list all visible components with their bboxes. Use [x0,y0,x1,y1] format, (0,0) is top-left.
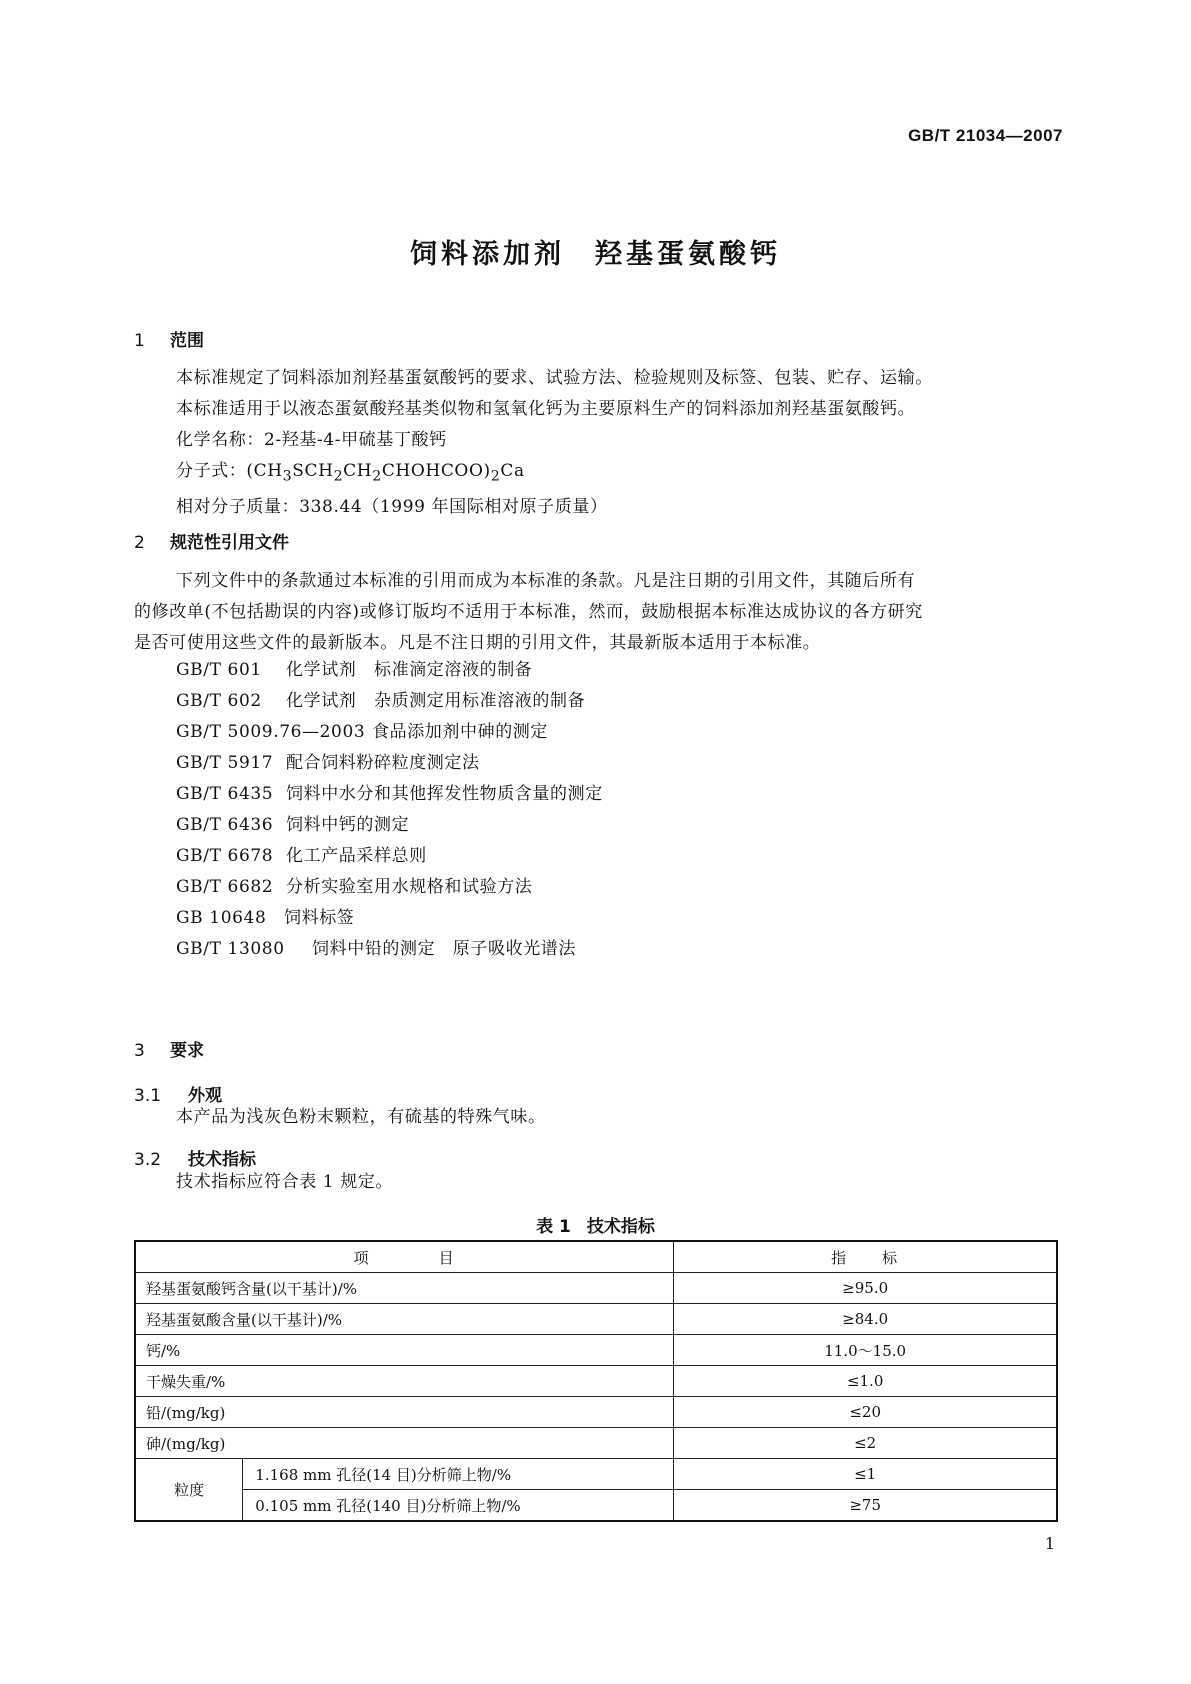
page-number: 1 [1044,1534,1055,1553]
table-caption [0,1212,1191,1237]
document-title [0,232,1191,271]
section-number: 3.1 [134,1086,162,1106]
reference-title: 饲料中铅的测定 原子吸收光谱法 [312,939,576,959]
reference-title: 分析实验室用水规格和试验方法 [286,877,533,897]
chemical-name: 化学名称：2-羟基-4-甲硫基丁酸钙 [176,430,447,450]
table-header-row [135,1241,1057,1273]
table-row [135,1273,1057,1304]
row-item: 钙/% [135,1335,674,1366]
reference-title: 饲料中水分和其他挥发性物质含量的测定 [286,784,603,804]
row-item: 砷/(mg/kg) [135,1428,674,1459]
table-row [135,1428,1057,1459]
row-item: 铅/(mg/kg) [135,1397,674,1428]
row-item: 1.168 mm 孔径(14 目)分析筛上物/% [243,1459,674,1490]
header-value: 指 标 [674,1241,1057,1273]
technical-index-table [134,1240,1058,1522]
molecular-formula [176,456,933,492]
reference-title: 化学试剂 标准滴定溶液的制备 [286,660,533,680]
row-value: ≤1 [674,1459,1057,1490]
header-item: 项 目 [135,1241,674,1273]
table-caption-title: 技术指标 [586,1217,655,1237]
section-title: 技术指标 [188,1150,256,1170]
appearance-text: 本产品为浅灰色粉末颗粒，有硫基的特殊气味。 [176,1107,546,1127]
reference-item [176,686,603,717]
reference-code: GB/T 5009.76—2003 [176,722,366,742]
section-title: 范围 [170,331,204,351]
formula-subscript: 2 [372,468,382,485]
formula-subscript: 2 [490,468,501,485]
reference-code: GB/T 6678 [176,846,274,866]
section-number: 2 [134,533,145,553]
row-value: ≤1.0 [674,1366,1057,1397]
scope-line-2: 本标准适用于以液态蛋氨酸羟基类似物和氢氧化钙为主要原料生产的饲料添加剂羟基蛋氨酸钙。 [176,399,916,419]
reference-code: GB/T 6435 [176,784,274,804]
reference-title: 配合饲料粉碎粒度测定法 [286,753,480,773]
title-part-1: 饲料添加剂 [410,239,565,270]
reference-title: 饲料中钙的测定 [286,815,410,835]
section-3-heading [134,1036,204,1061]
reference-item [176,934,603,965]
intro-line-3: 是否可使用这些文件的最新版本。凡是不注日期的引用文件，其最新版本适用于本标准。 [134,633,821,653]
formula-part: SCH [292,461,334,481]
reference-code: GB/T 5917 [176,753,274,773]
row-value: 11.0～15.0 [674,1335,1057,1366]
reference-title: 化工产品采样总则 [286,846,427,866]
intro-line-1: 下列文件中的条款通过本标准的引用而成为本标准的条款。凡是注日期的引用文件，其随后所有 [176,571,916,591]
reference-code: GB 10648 [176,908,267,928]
reference-title: 饲料标签 [284,908,355,928]
row-item: 羟基蛋氨酸钙含量(以干基计)/% [135,1273,674,1304]
reference-item [176,903,603,934]
row-item: 0.105 mm 孔径(140 目)分析筛上物/% [243,1490,674,1522]
formula-part: 分子式：(CH [176,461,283,481]
table-row [135,1366,1057,1397]
section-title: 要求 [170,1041,204,1061]
reference-title: 食品添加剂中砷的测定 [372,722,548,742]
formula-part: CHOHCOO) [381,461,491,481]
table-row [135,1490,1057,1522]
intro-line-2: 的修改单(不包括勘误的内容)或修订版均不适用于本标准，然而，鼓励根据本标准达成协议的各方研究 [134,602,923,622]
row-value: ≤2 [674,1428,1057,1459]
standard-number: GB/T 21034—2007 [908,126,1063,145]
formula-subscript: 2 [333,468,344,485]
row-value: ≤20 [674,1397,1057,1428]
reference-item [176,655,603,686]
row-item: 干燥失重/% [135,1366,674,1397]
reference-item [176,841,603,872]
reference-item [176,748,603,779]
row-value: ≥95.0 [674,1273,1057,1304]
molecular-mass: 相对分子质量：338.44（1999 年国际相对原子质量） [176,497,608,518]
reference-code: GB/T 6436 [176,815,274,835]
table-row [135,1335,1057,1366]
row-value: ≥84.0 [674,1304,1057,1335]
reference-code: GB/T 601 [176,660,262,680]
reference-code: GB/T 6682 [176,877,274,897]
reference-code: GB/T 13080 [176,939,285,959]
table-row [135,1459,1057,1490]
table-caption-number: 表 1 [536,1217,571,1237]
scope-paragraph [176,363,933,523]
reference-title: 化学试剂 杂质测定用标准溶液的制备 [286,691,586,711]
section-number: 3 [134,1041,145,1061]
formula-part: Ca [500,461,525,481]
reference-item [176,717,603,748]
granularity-label: 粒度 [135,1459,243,1522]
title-part-2: 羟基蛋氨酸钙 [595,239,781,270]
formula-subscript: 3 [282,468,293,485]
section-number: 3.2 [134,1150,162,1170]
scope-line-1: 本标准规定了饲料添加剂羟基蛋氨酸钙的要求、试验方法、检验规则及标签、包装、贮存、运输。 [176,368,933,388]
technical-index-text: 技术指标应符合表 1 规定。 [176,1172,394,1192]
section-1-heading [134,326,204,351]
section-title: 规范性引用文件 [170,533,289,553]
section-2-heading [134,528,289,553]
normative-intro [134,566,1058,659]
reference-item [176,779,603,810]
row-item: 羟基蛋氨酸含量(以干基计)/% [135,1304,674,1335]
reference-code: GB/T 602 [176,691,262,711]
row-value: ≥75 [674,1490,1057,1522]
table-row [135,1304,1057,1335]
table-row [135,1397,1057,1428]
section-number: 1 [134,331,145,351]
reference-item [176,810,603,841]
formula-part: CH [343,461,373,481]
section-title: 外观 [188,1086,222,1106]
reference-list [176,655,603,965]
reference-item [176,872,603,903]
